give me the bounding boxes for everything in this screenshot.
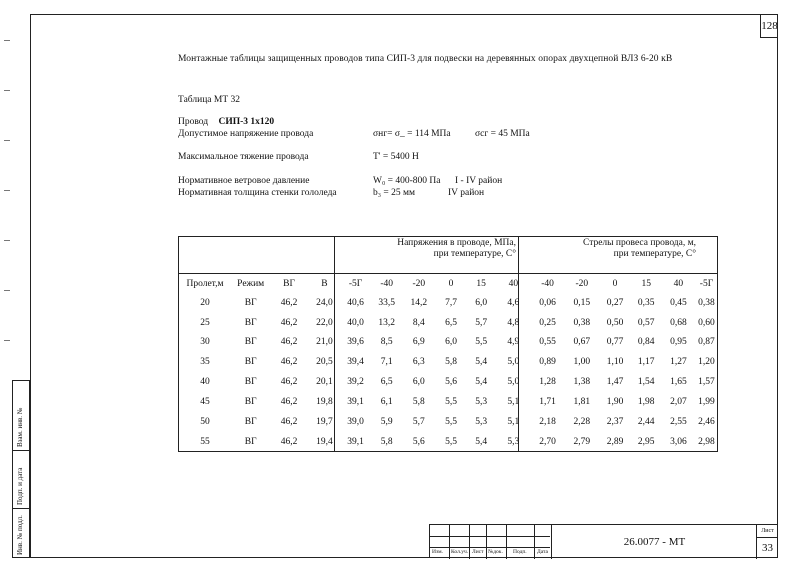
table-cell: 5,9 bbox=[380, 417, 393, 428]
table-cell: 39,2 bbox=[347, 377, 364, 388]
table-cell: ВГ bbox=[244, 437, 257, 447]
table-cell: 46,2 bbox=[280, 357, 298, 368]
table-cell: 5,3 bbox=[475, 417, 488, 428]
strip-label-sign: Подп. и дата bbox=[16, 467, 24, 505]
stamp-col-label: №док. bbox=[488, 549, 503, 555]
table-cell: 2,95 bbox=[637, 437, 655, 447]
table-cell: 1,81 bbox=[573, 397, 591, 408]
table-cell: 55 bbox=[200, 437, 210, 447]
col-header: 0 bbox=[612, 279, 618, 290]
table-cell: 0,35 bbox=[637, 297, 655, 308]
col-header: -40 bbox=[541, 279, 554, 290]
table-row bbox=[178, 412, 718, 432]
table-cell: 8,5 bbox=[380, 337, 393, 348]
table-cell: 2,98 bbox=[698, 437, 715, 447]
table-cell: 21,0 bbox=[316, 337, 333, 348]
table-cell: 4,8 bbox=[507, 317, 520, 328]
wire-type: СИП-3 1х120 bbox=[218, 117, 275, 127]
table-cell: 2,44 bbox=[637, 417, 655, 428]
table-cell: 40,0 bbox=[347, 317, 364, 328]
table-row bbox=[178, 392, 718, 412]
table-cell: ВГ bbox=[244, 297, 257, 308]
param-label: Нормативная толщина стенки гололеда bbox=[178, 188, 337, 198]
stamp-col-label: Дата bbox=[537, 549, 548, 555]
stress-header-line1: Напряжения в проводе, МПа, bbox=[397, 238, 516, 248]
table-cell: 0,50 bbox=[606, 317, 624, 328]
sheet-label: Лист bbox=[757, 525, 778, 538]
table-cell: 5,1 bbox=[507, 417, 520, 428]
mounting-table bbox=[178, 236, 718, 452]
table-cell: 8,4 bbox=[412, 317, 425, 328]
table-cell: 0,87 bbox=[698, 337, 715, 348]
table-cell: 6,5 bbox=[445, 317, 457, 328]
table-cell: 1,47 bbox=[606, 377, 624, 388]
left-stamp-strip bbox=[12, 380, 30, 558]
table-cell: 0,57 bbox=[637, 317, 655, 328]
table-cell: 39,1 bbox=[347, 397, 364, 408]
table-cell: ВГ bbox=[244, 317, 257, 328]
table-cell: 2,07 bbox=[670, 397, 687, 408]
table-cell: 5,0 bbox=[507, 377, 520, 388]
table-cell: 6,5 bbox=[380, 377, 393, 388]
table-cell: 5,1 bbox=[507, 397, 520, 408]
table-cell: 2,37 bbox=[606, 417, 624, 428]
table-cell: 46,2 bbox=[280, 317, 298, 328]
col-header: 0 bbox=[448, 279, 454, 290]
table-cell: 1,27 bbox=[670, 357, 687, 368]
table-cell: 35 bbox=[200, 357, 210, 368]
col-header: Режим bbox=[237, 279, 265, 290]
table-cell: 20,5 bbox=[316, 357, 333, 368]
sheet-number-top: 128 bbox=[760, 14, 778, 38]
stamp-col-label: Кол.уч. bbox=[451, 549, 469, 555]
table-cell: 6,1 bbox=[380, 397, 393, 408]
table-cell: 2,46 bbox=[698, 417, 715, 428]
table-cell: 0,45 bbox=[670, 297, 687, 308]
table-cell: 0,06 bbox=[539, 297, 556, 308]
param-label: Максимальное тяжение провода bbox=[178, 152, 309, 162]
col-header: 40 bbox=[508, 279, 519, 290]
table-cell: 6,0 bbox=[445, 337, 457, 348]
table-cell: 39,1 bbox=[347, 437, 364, 447]
param-label: Допустимое напряжение провода bbox=[178, 129, 314, 139]
col-header: -5Г bbox=[699, 279, 714, 290]
table-cell: 39,0 bbox=[347, 417, 364, 428]
table-cell: 5,5 bbox=[445, 417, 457, 428]
table-cell: 1,99 bbox=[698, 397, 715, 408]
table-cell: 46,2 bbox=[280, 437, 298, 447]
table-name: Таблица МТ 32 bbox=[178, 95, 241, 105]
param-value-2: IV район bbox=[448, 188, 485, 198]
title-block bbox=[429, 524, 778, 558]
table-cell: 46,2 bbox=[280, 297, 298, 308]
table-cell: 40 bbox=[200, 377, 210, 388]
table-cell: 1,98 bbox=[637, 397, 655, 408]
strip-label-replace: Взам. инв. № bbox=[16, 407, 24, 447]
table-cell: 25 bbox=[200, 317, 210, 328]
table-cell: 0,67 bbox=[573, 337, 591, 348]
table-cell: 46,2 bbox=[280, 417, 298, 428]
table-cell: 0,95 bbox=[670, 337, 687, 348]
strip-label-inv: Инв. № подл. bbox=[16, 515, 24, 555]
table-cell: 0,60 bbox=[698, 317, 715, 328]
table-cell: 6,0 bbox=[475, 297, 488, 308]
param-value-2: σсг = 45 МПа bbox=[475, 129, 530, 139]
table-cell: ВГ bbox=[244, 357, 257, 368]
col-header: 15 bbox=[641, 279, 651, 290]
table-cell: 5,4 bbox=[475, 357, 488, 368]
table-cell: 5,6 bbox=[412, 437, 425, 447]
table-cell: 0,25 bbox=[539, 317, 556, 328]
table-cell: 1,00 bbox=[573, 357, 591, 368]
table-cell: 19,4 bbox=[316, 437, 333, 447]
table-cell: 6,9 bbox=[412, 337, 425, 348]
column-header-row bbox=[178, 276, 718, 293]
table-cell: 5,4 bbox=[475, 377, 488, 388]
col-header: 15 bbox=[476, 279, 486, 290]
table-cell: 5,8 bbox=[445, 357, 457, 368]
table-row bbox=[178, 432, 718, 452]
wire-label: Провод bbox=[178, 117, 209, 127]
table-cell: ВГ bbox=[244, 397, 257, 408]
table-cell: 5,5 bbox=[445, 397, 457, 408]
sheet-cell bbox=[756, 525, 778, 559]
table-cell: 50 bbox=[200, 417, 210, 428]
table-row bbox=[178, 313, 718, 333]
table-cell: 1,10 bbox=[606, 357, 624, 368]
sheet-number: 33 bbox=[762, 542, 773, 554]
table-cell: 5,7 bbox=[412, 417, 425, 428]
table-cell: 14,2 bbox=[410, 297, 428, 308]
table-cell: 46,2 bbox=[280, 337, 298, 348]
table-cell: 5,6 bbox=[445, 377, 457, 388]
col-header: -20 bbox=[575, 279, 589, 290]
col-header: 40 bbox=[673, 279, 684, 290]
col-header: -20 bbox=[412, 279, 426, 290]
table-row bbox=[178, 352, 718, 372]
col-header: Пролет,м bbox=[186, 279, 224, 290]
table-cell: 45 bbox=[200, 397, 210, 408]
col-header: ВГ bbox=[283, 279, 296, 290]
stamp-col-label: Лист bbox=[472, 549, 484, 555]
col-header: -40 bbox=[380, 279, 394, 290]
table-cell: 5,8 bbox=[412, 397, 425, 408]
table-cell: 6,0 bbox=[412, 377, 425, 388]
table-cell: 13,2 bbox=[378, 317, 395, 328]
sag-header-line1: Стрелы провеса провода, м, bbox=[582, 238, 696, 248]
table-cell: 5,5 bbox=[475, 337, 488, 348]
table-body bbox=[178, 293, 718, 452]
col-header: В bbox=[321, 279, 328, 290]
table-cell: 22,0 bbox=[316, 317, 333, 328]
table-cell: 3,06 bbox=[670, 437, 687, 447]
table-cell: 0,89 bbox=[539, 357, 556, 368]
table-cell: 5,4 bbox=[475, 437, 488, 447]
table-cell: 0,38 bbox=[573, 317, 591, 328]
table-cell: 1,65 bbox=[670, 377, 687, 388]
table-cell: 5,0 bbox=[507, 357, 520, 368]
table-cell: 0,15 bbox=[573, 297, 591, 308]
table-cell: 30 bbox=[200, 337, 210, 348]
table-cell: 0,38 bbox=[698, 297, 715, 308]
table-cell: 5,5 bbox=[445, 437, 457, 447]
table-cell: 7,7 bbox=[445, 297, 457, 308]
stamp-col-label: Подп. bbox=[513, 549, 527, 555]
table-cell: 2,79 bbox=[573, 437, 591, 447]
param-value: b₃ = 25 мм bbox=[373, 188, 416, 198]
table-cell: 5,3 bbox=[475, 397, 488, 408]
table-cell: 0,27 bbox=[606, 297, 624, 308]
wire-line bbox=[178, 117, 274, 127]
table-cell: 24,0 bbox=[316, 297, 333, 308]
param-value: Т' = 5400 Н bbox=[373, 152, 419, 162]
table-cell: ВГ bbox=[244, 337, 257, 348]
col-header: -5Г bbox=[348, 279, 363, 290]
table-cell: 5,8 bbox=[380, 437, 393, 447]
table-cell: 1,38 bbox=[573, 377, 591, 388]
table-cell: 1,57 bbox=[698, 377, 715, 388]
stamp-col-label: Изм. bbox=[432, 549, 443, 555]
table-cell: 0,77 bbox=[606, 337, 624, 348]
table-cell: 20,1 bbox=[316, 377, 333, 388]
table-cell: 7,1 bbox=[380, 357, 393, 368]
table-cell: 5,7 bbox=[475, 317, 488, 328]
table-cell: 4,9 bbox=[507, 337, 520, 348]
table-cell: 1,20 bbox=[698, 357, 715, 368]
table-cell: 4,6 bbox=[507, 297, 520, 308]
table-cell: 1,54 bbox=[637, 377, 655, 388]
table-row bbox=[178, 332, 718, 352]
table-cell: 46,2 bbox=[280, 397, 298, 408]
param-value: σнг= σ_ = 114 МПа bbox=[373, 129, 451, 139]
table-cell: 33,5 bbox=[378, 297, 395, 308]
table-cell: 19,7 bbox=[316, 417, 333, 428]
table-cell: 1,90 bbox=[606, 397, 624, 408]
table-cell: 1,71 bbox=[539, 397, 556, 408]
table-cell: 2,89 bbox=[606, 437, 624, 447]
table-cell: 39,4 bbox=[347, 357, 364, 368]
table-cell: 0,68 bbox=[670, 317, 687, 328]
table-cell: ВГ bbox=[244, 417, 257, 428]
sag-header-line2: при температуре, С° bbox=[613, 249, 696, 259]
table-cell: 2,28 bbox=[573, 417, 591, 428]
table-cell: 0,55 bbox=[539, 337, 556, 348]
table-cell: 2,70 bbox=[539, 437, 556, 447]
table-cell: 6,3 bbox=[412, 357, 425, 368]
document-code: 26.0077 - МТ bbox=[623, 536, 686, 548]
table-cell: 46,2 bbox=[280, 377, 298, 388]
table-cell: 2,18 bbox=[539, 417, 556, 428]
table-cell: 20 bbox=[200, 297, 210, 308]
stress-header-line2: при температуре, С° bbox=[433, 249, 516, 259]
param-label: Нормативное ветровое давление bbox=[178, 176, 310, 186]
table-cell: ВГ bbox=[244, 377, 257, 388]
table-cell: 1,17 bbox=[637, 357, 655, 368]
binding-marks bbox=[0, 0, 12, 380]
table-cell: 1,28 bbox=[539, 377, 556, 388]
table-cell: 5,3 bbox=[507, 437, 520, 447]
table-cell: 40,6 bbox=[347, 297, 364, 308]
table-cell: 2,55 bbox=[670, 417, 687, 428]
table-cell: 39,6 bbox=[347, 337, 364, 348]
table-row bbox=[178, 293, 718, 313]
param-value-2: I - IV район bbox=[455, 176, 503, 186]
table-row bbox=[178, 372, 718, 392]
param-value: W₀ = 400-800 Па bbox=[373, 176, 441, 186]
page-title: Монтажные таблицы защищенных проводов типа СИП-3 для подвески на деревянных опорах двухцепной ВЛЗ 6-20 кВ bbox=[178, 54, 673, 64]
table-cell: 19,8 bbox=[316, 397, 333, 408]
table-cell: 0,84 bbox=[637, 337, 655, 348]
